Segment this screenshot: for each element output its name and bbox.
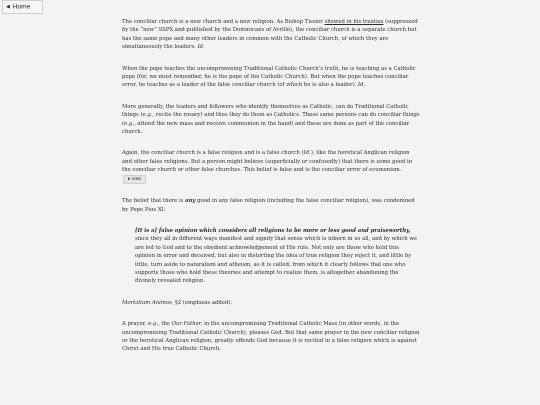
home-button[interactable] (2, 0, 43, 14)
citation: Mortalium Animos, §2 (emphasis added). (122, 299, 233, 306)
note-button[interactable]: ▸ note (123, 175, 146, 184)
paragraph-5: The belief that there is any good in any false religion (including the false conciliar religion), was condemned by Pope Pius XI: (122, 198, 415, 213)
home-label: Home (12, 3, 31, 11)
paragraph-1: The conciliar church is a new church and a new religion. As Bishop Tissier showed in his treatise (suppressed by the “new” SSPX and published by the Dominicans of Avrillé), the conciliar church is a separate church but has the same pope and many other leaders in common with the Catholic Church, of which they are simultaneously the leaders. Id. (122, 19, 418, 51)
paragraph-6: A prayer, e.g., the Our Father, in the uncompromising Traditional Catholic Mass (in other words, in the uncompromising Traditional Catholic Church), pleases God. But that same prayer in the new conciliar religion or the heretical Anglican religion, greatly offends God because it is recited in a false religion which is against Christ and His true Catholic Church. (122, 321, 420, 353)
treatise-link[interactable]: showed in his treatise (324, 19, 384, 25)
paragraph-4: Again, the conciliar church is a false religion and is a false church (Id.), like the heretical Anglican religion and other false religions. But a person might believe (superficially or confusedly) that there is some good in the conciliar church or other false churches. This belief is false and is the conciliar error of ecumenism.▸ note (122, 150, 413, 182)
paragraph-3: More generally, the leaders and followers who identify themselves as Catholic, can do Traditional Catholic things (e.g., recite the rosary) and thus they do them as Catholics. Those same persons can do conciliar things (e.g., attend the new mass and receive communion in the hand) and these are done as part of the conciliar church. (122, 103, 420, 136)
article-body (122, 18, 420, 367)
paragraph-2: When the pope teaches the uncompromising Traditional Catholic Church’s truth, he is teaching as a Catholic pope (for, we must remember, he is the pope of the Catholic Church). But when the pope teaches conciliar error, he teaches as a leader of the false conciliar church (of which he is also a leader). Id. (122, 65, 416, 89)
block-quote: [It is a] false opinion which considers all religions to be more or less good and praiseworthy, since they all in different ways manifest and signify that sense which is inborn in us all, and by which we are led to God and to the obedient acknowledgement of His rule. Not only are those who hold this opinion in error and deceived, but also in distorting the idea of true religion they reject it, and little by little, turn aside to naturalism and atheism, as it is called; from which it clearly follows that one who supports those who hold these theories and attempt to realize them, is altogether abandoning the divinely revealed religion. (135, 227, 418, 285)
left-triangle-icon: ◀ (6, 4, 10, 10)
